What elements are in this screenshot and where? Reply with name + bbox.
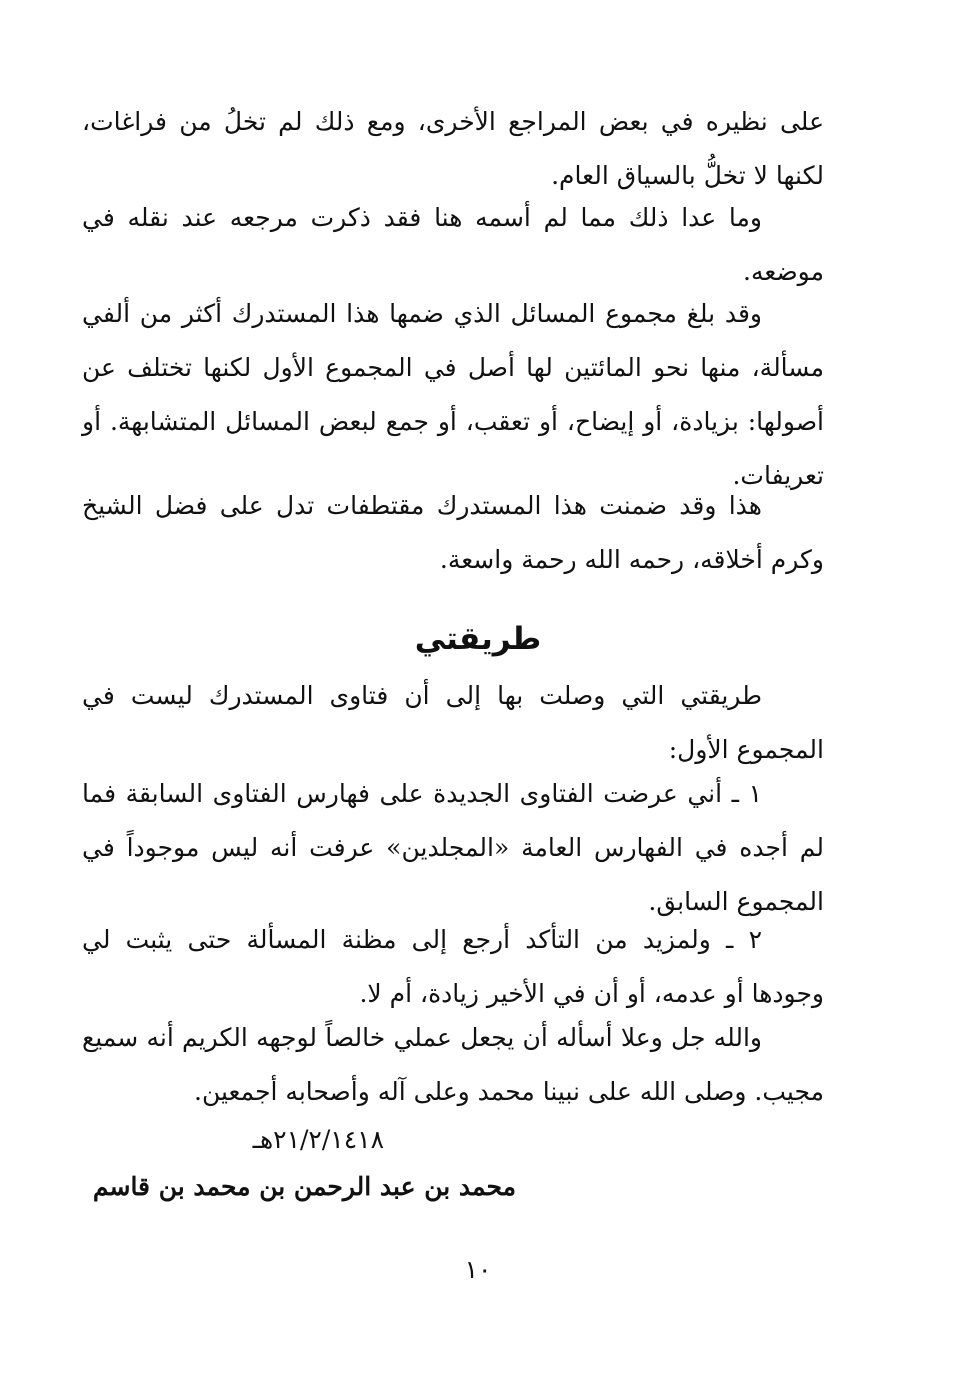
paragraph-closing-prayer: والله جل وعلا أسأله أن يجعل عملي خالصاً لوجهه الكريم أنه سميع مجيب. وصلى الله على نبينا محمد وعلى آله وأصحابه أجمعين. <box>82 1023 824 1106</box>
paragraph-issue-count: وقد بلغ مجموع المسائل الذي ضمها هذا المستدرك أكثر من ألفي مسألة، منها نحو المائتين لها أصل في المجموع الأول لكنها تختلف عن أصولها: بزيادة، أو إيضاح، أو تعقب، أو جمع لبعض المسائل المتشابهة. أو تعريفات. <box>82 299 824 490</box>
page-number: ١٠ <box>464 1255 492 1284</box>
list-item-method-2: ٢ ـ ولمزيد من التأكد أرجع إلى مظنة المسألة حتى يثبت لي وجودها أو عدمه، أو أن في الأخير زيادة، أم لا. <box>82 925 824 1008</box>
list-item-method-1: ١ ـ أني عرضت الفتاوى الجديدة على فهارس الفتاوى السابقة فما لم أجده في الفهارس العامة «المجلدين» عرفت أنه ليس موجوداً في المجموع السابق. <box>82 779 824 916</box>
date-line: ٢١/٢/١٤١٨هـ <box>252 1125 384 1154</box>
paragraph-method-intro: طريقتي التي وصلت بها إلى أن فتاوى المستدرك ليست في المجموع الأول: <box>82 681 824 764</box>
section-heading: طريقتي <box>414 621 542 657</box>
paragraph-references: وما عدا ذلك مما لم أسمه هنا فقد ذكرت مرجعه عند نقله في موضعه. <box>82 203 824 286</box>
paragraph-continuation: على نظيره في بعض المراجع الأخرى، ومع ذلك لم تخلُ من فراغات، لكنها لا تخلُّ بالسياق العام. <box>82 107 824 190</box>
author-signature: محمد بن عبد الرحمن بن محمد بن قاسم <box>92 1172 516 1201</box>
paragraph-excerpts: هذا وقد ضمنت هذا المستدرك مقتطفات تدل على فضل الشيخ وكرم أخلاقه، رحمه الله رحمة واسعة. <box>82 491 824 574</box>
